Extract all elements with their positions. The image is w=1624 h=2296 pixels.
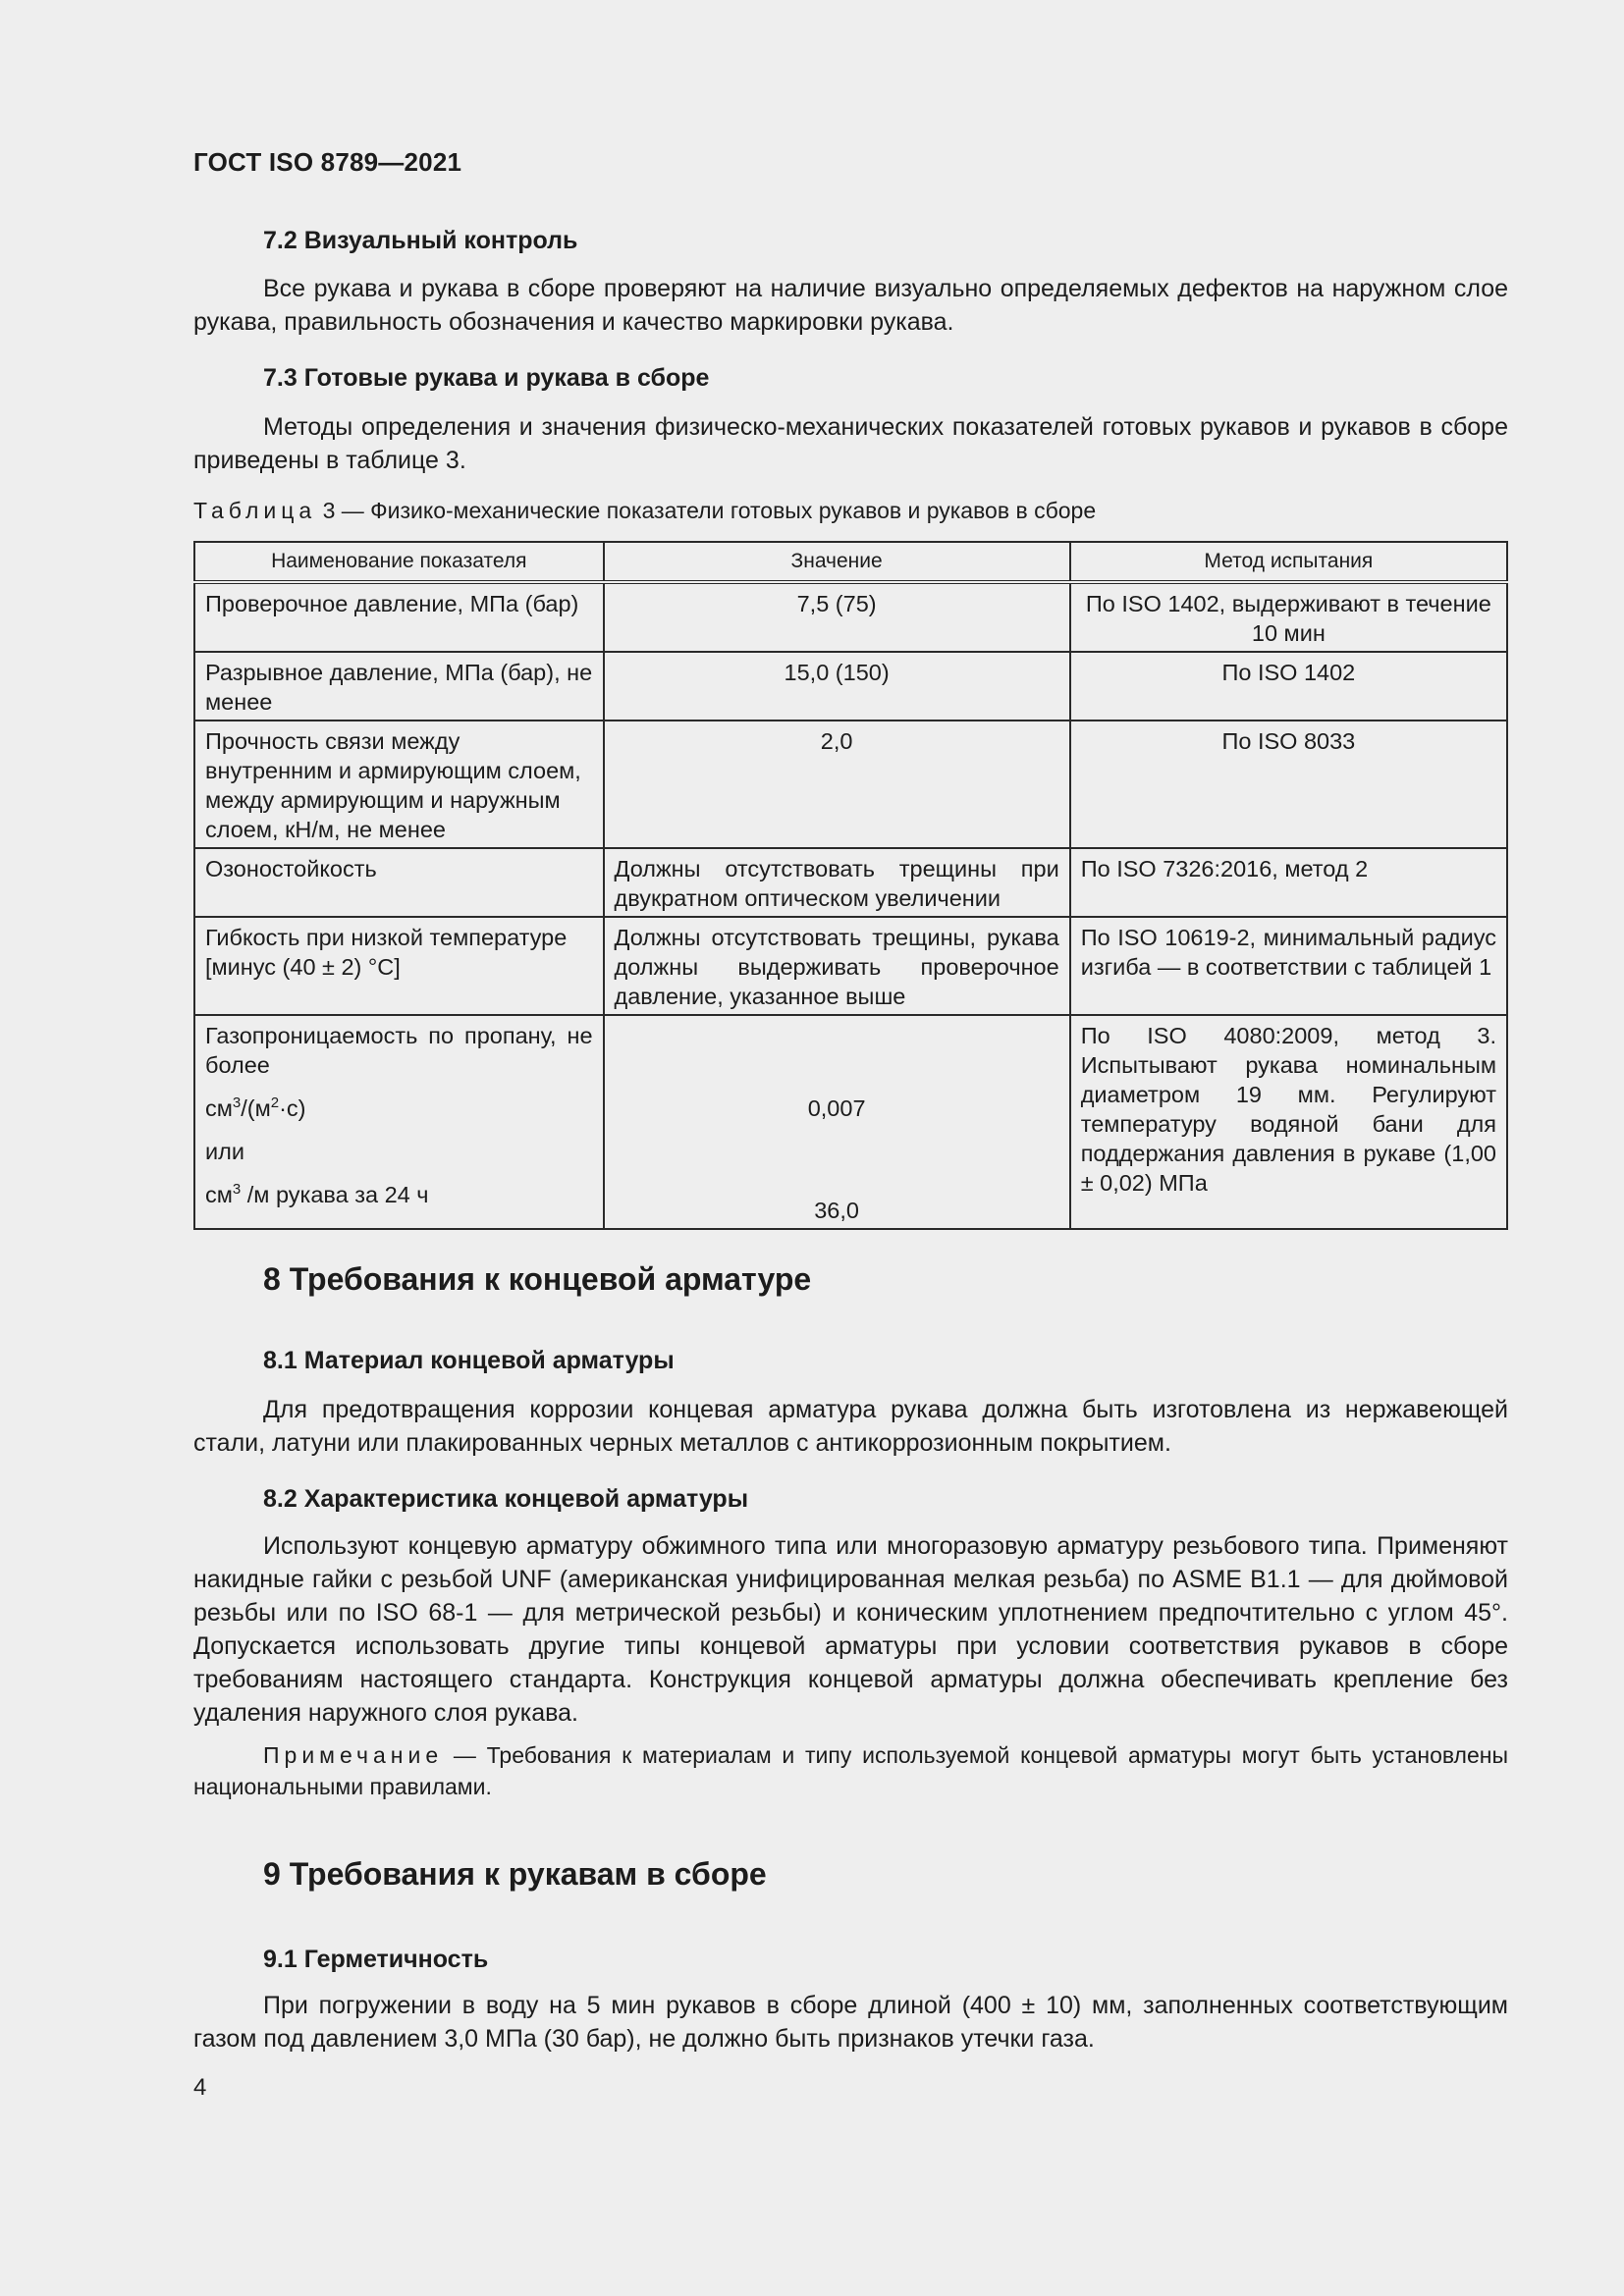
section-8-heading: 8 Требования к концевой арматуре <box>263 1261 812 1297</box>
note-label: Примечание <box>263 1742 444 1768</box>
cell-method: По ISO 8033 <box>1070 721 1507 848</box>
cell-name: Прочность связи между внутренним и армирующим слоем, между армирующим и наружным слоем, кН/м, не менее <box>194 721 604 848</box>
cell-name <box>194 1015 604 1229</box>
table-3 <box>193 541 1508 1230</box>
section-8-2-heading: 8.2 Характеристика концевой арматуры <box>263 1485 749 1513</box>
gas-unit-1: $см^3/(м^2\cdot с)$ <box>205 1095 306 1121</box>
header-indicator-name: Наименование показателя <box>194 542 604 582</box>
gas-permeability-label: Газопроницаемость по пропану, не более <box>205 1023 593 1078</box>
section-8-1-text: Для предотвращения коррозии концевая арматура рукава должна быть изготовлена из нержавеющей стали, латуни или плакированных черных металлов с антикоррозионным покрытием. <box>193 1396 1508 1457</box>
cell-value: Должны отсутствовать трещины, рукава должны выдерживать проверочное давление, указанное выше <box>604 917 1070 1015</box>
cell-name: Озоностойкость <box>194 848 604 917</box>
cell-value <box>604 1015 1070 1229</box>
table-row <box>194 652 1507 721</box>
cell-value: 2,0 <box>604 721 1070 848</box>
cell-name: Проверочное давление, МПа (бар) <box>194 582 604 652</box>
table-3-caption-text: 3 — Физико-механические показатели готовых рукавов и рукавов в сборе <box>316 498 1097 523</box>
section-7-2-heading: 7.2 Визуальный контроль <box>263 227 578 254</box>
header-test-method: Метод испытания <box>1070 542 1507 582</box>
cell-value: 15,0 (150) <box>604 652 1070 721</box>
section-8-2-text: Используют концевую арматуру обжимного типа или многоразовую арматуру резьбового типа. Применяют накидные гайки с резьбой UNF (американская унифицированная мелкая резьба) по ASME B1.1 — для дюймовой резьбы или по ISO 68-1 — для метрической резьбы) и коническим уплотнением предпочтительно с углом 45°. Допускается использовать другие типы концевой арматуры при условии соответствия рукавов в сборе требованиям настоящего стандарта. Конструкция концевой арматуры должна обеспечивать крепление без удаления наружного слоя рукава. <box>193 1532 1508 1727</box>
section-8-1-heading: 8.1 Материал концевой арматуры <box>263 1347 675 1374</box>
cell-value: 7,5 (75) <box>604 582 1070 652</box>
table-row-gas-permeability <box>194 1015 1507 1229</box>
page-number: 4 <box>193 2074 207 2101</box>
gas-or: или <box>205 1139 244 1164</box>
section-8-2-note <box>193 1739 1508 1802</box>
section-7-2-text: Все рукава и рукава в сборе проверяют на наличие визуально определяемых дефектов на наружном слое рукава, правильность обозначения и качество маркировки рукава. <box>193 275 1508 336</box>
gas-unit-2: $см^3$ /м рукава за 24 ч <box>205 1181 429 1207</box>
table-header-row <box>194 542 1507 582</box>
section-9-1-heading: 9.1 Герметичность <box>263 1946 489 1973</box>
cell-method: По ISO 1402 <box>1070 652 1507 721</box>
section-7-3-heading: 7.3 Готовые рукава и рукава в сборе <box>263 364 710 392</box>
table-row <box>194 848 1507 917</box>
note-text: — Требования к материалам и типу используемой концевой арматуры могут быть установлены национальными правилами. <box>193 1742 1508 1799</box>
table-3-caption-label: Таблица <box>193 498 317 523</box>
cell-name: Гибкость при низкой температуре [минус (40 ± 2) °C] <box>194 917 604 1015</box>
cell-name: Разрывное давление, МПа (бар), не менее <box>194 652 604 721</box>
table-3-caption <box>193 498 1096 524</box>
table-row <box>194 917 1507 1015</box>
gas-value-1: 0,007 <box>807 1095 866 1121</box>
cell-method: По ISO 7326:2016, метод 2 <box>1070 848 1507 917</box>
cell-value: Должны отсутствовать трещины при двукратном оптическом увеличении <box>604 848 1070 917</box>
table-row <box>194 721 1507 848</box>
document-id-header: ГОСТ ISO 8789—2021 <box>193 147 462 177</box>
section-7-3-text: Методы определения и значения физическо-механических показателей готовых рукавов и рукавов в сборе приведены в таблице 3. <box>193 413 1508 474</box>
section-9-1-text: При погружении в воду на 5 мин рукавов в сборе длиной (400 ± 10) мм, заполненных соответствующим газом под давлением 3,0 МПа (30 бар), не должно быть признаков утечки газа. <box>193 1992 1508 2053</box>
gas-value-2: 36,0 <box>814 1198 859 1223</box>
cell-method: По ISO 4080:2009, метод 3. Испытывают рукава номинальным диаметром 19 мм. Регулируют температуру водяной бани для поддержания давления в рукаве (1,00 ± 0,02) МПа <box>1070 1015 1507 1229</box>
cell-method: По ISO 1402, выдерживают в течение 10 мин <box>1070 582 1507 652</box>
cell-method: По ISO 10619-2, минимальный радиус изгиба — в соответствии с таблицей 1 <box>1070 917 1507 1015</box>
header-value: Значение <box>604 542 1070 582</box>
table-row <box>194 582 1507 652</box>
section-9-heading: 9 Требования к рукавам в сборе <box>263 1856 767 1892</box>
